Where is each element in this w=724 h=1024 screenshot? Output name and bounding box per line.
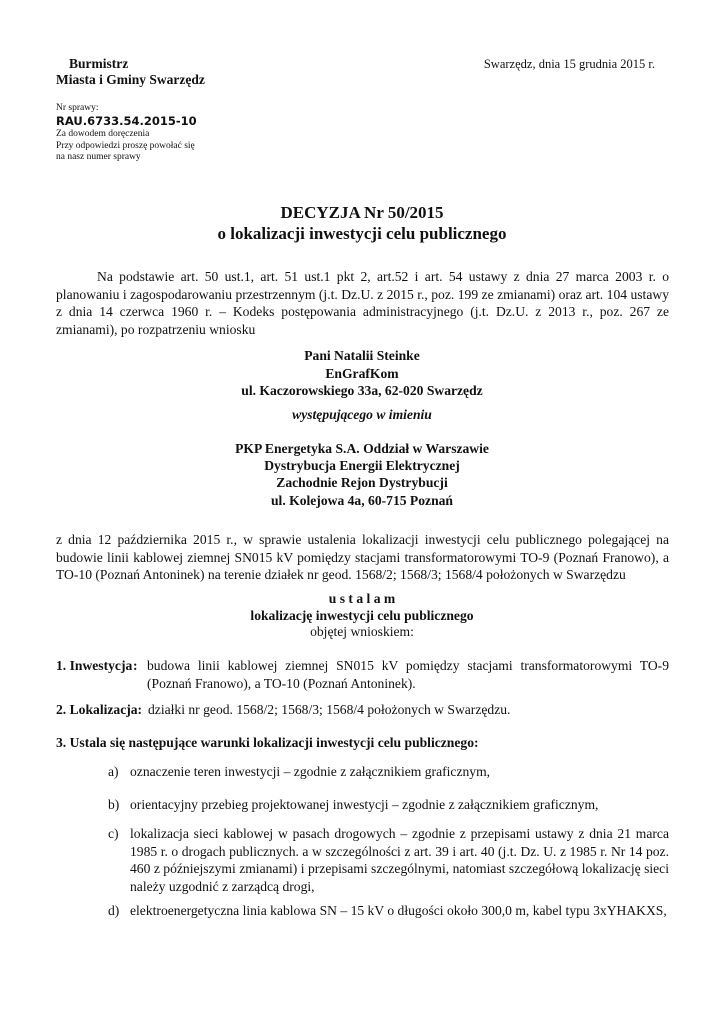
condition-text: orientacyjny przebieg projektowanej inwestycji – zgodnie z załącznikiem graficznym, <box>130 797 599 812</box>
principal-line: ul. Kolejowa 4a, 60-715 Poznań <box>270 492 453 508</box>
case-number-label: Nr sprawy: <box>56 103 99 113</box>
condition-text: elektroenergetyczna linia kablowa SN – 15 kV o długości około 300,0 m, kabel typu 3xYHAKXS, <box>130 903 667 918</box>
condition-text: oznaczenie teren inwestycji – zgodnie z załącznikiem graficznym, <box>130 764 491 779</box>
authority-name: Miasta i Gminy Swarzędz <box>56 72 205 87</box>
principal-line: PKP Energetyka S.A. Oddział w Warszawie <box>235 441 489 456</box>
decision-subject: lokalizację inwestycji celu publicznego <box>250 608 474 623</box>
applicant-company: EnGrafKom <box>325 365 399 381</box>
decision-scope: objętej wnioskiem: <box>310 624 414 639</box>
condition-text: lokalizacja sieci kablowej w pasach drogowych – zgodnie z przepisami ustawy z dnia 21 marca 1985 r. o drogach publicznych. a w szczególności z art. 39 i art. 40 (j.t. Dz. U. z 1985 r. Nr 14 poz. 460 z późniejszymi zmianami) i przepisami szczególnymi, natomiast szczegółową lokalizację sieci należy uzgodnić z zarządcą drogi, <box>130 826 669 894</box>
authority-title: Burmistrz <box>69 56 129 71</box>
item-investment-colon: : <box>133 658 138 673</box>
case-number: RAU.6733.54.2015-10 <box>56 114 197 128</box>
item-investment-label: 1. Inwestycja <box>56 658 133 673</box>
intro-paragraph: Na podstawie art. 50 ust.1, art. 51 ust.1 pkt 2, art.52 i art. 54 ustawy z dnia 27 marca 2003 r. o planowaniu i zagospodarowaniu przestrzennym (j.t. Dz.U. z 2015 r., poz. 199 ze zmianami) oraz art. 104 ustawy z dnia 14 czerwca 1960 r. – Kodeks postępowania administracyjnego (j.t. Dz.U. z 2013 r., poz. 267 ze zmianami), po rozpatrzeniu wniosku <box>56 269 669 337</box>
header-note: Za dowodem doręczenia <box>56 129 150 139</box>
decision-subtitle: o lokalizacji inwestycji celu publicznego <box>217 224 507 243</box>
item-conditions-label: 3. Ustala się następujące warunki lokalizacji inwestycji celu publicznego: <box>56 735 479 750</box>
item-location-label: 2. Lokalizacja: <box>56 702 143 717</box>
applicant-name: Pani Natalii Steinke <box>304 348 420 363</box>
principal-line: Dystrybucja Energii Elektrycznej <box>264 458 460 474</box>
header-note: na nasz numer sprawy <box>56 152 141 162</box>
principal-block <box>0 440 724 509</box>
condition-letter: d) <box>108 903 120 918</box>
item-location-text: działki nr geod. 1568/2; 1568/3; 1568/4 położonych w Swarzędzu. <box>148 702 511 717</box>
condition-letter: c) <box>108 826 119 841</box>
applicant-block <box>0 347 724 400</box>
decision-verb: u s t a l a m <box>328 591 396 606</box>
request-paragraph: z dnia 12 października 2015 r., w sprawie ustalenia lokalizacji inwestycji celu publicznego polegającej na budowie linii kablowej ziemnej SN015 kV pomiędzy stacjami transformatorowymi TO-9 (Poznań Franowo), a TO-10 (Poznań Antoninek) na terenie działek nr geod. 1568/2; 1568/3; 1568/4 położonych w Swarzędzu <box>56 532 669 582</box>
header-notes <box>56 129 195 164</box>
principal-line: Zachodnie Rejon Dystrybucji <box>276 475 448 491</box>
condition-letter: a) <box>108 764 119 779</box>
on-behalf-label: występującego w imieniu <box>292 407 432 422</box>
place-and-date: Swarzędz, dnia 15 grudnia 2015 r. <box>483 57 655 71</box>
decision-title: DECYZJA Nr 50/2015 <box>280 203 444 222</box>
condition-letter: b) <box>108 797 120 812</box>
header-note: Przy odpowiedzi proszę powołać się <box>56 140 195 151</box>
applicant-address: ul. Kaczorowskiego 33a, 62-020 Swarzędz <box>241 383 483 398</box>
item-investment-text: budowa linii kablowej ziemnej SN015 kV pomiędzy stacjami transformatorowymi TO-9 (Poznań Franowo), a TO-10 (Poznań Antoninek). <box>147 658 669 691</box>
